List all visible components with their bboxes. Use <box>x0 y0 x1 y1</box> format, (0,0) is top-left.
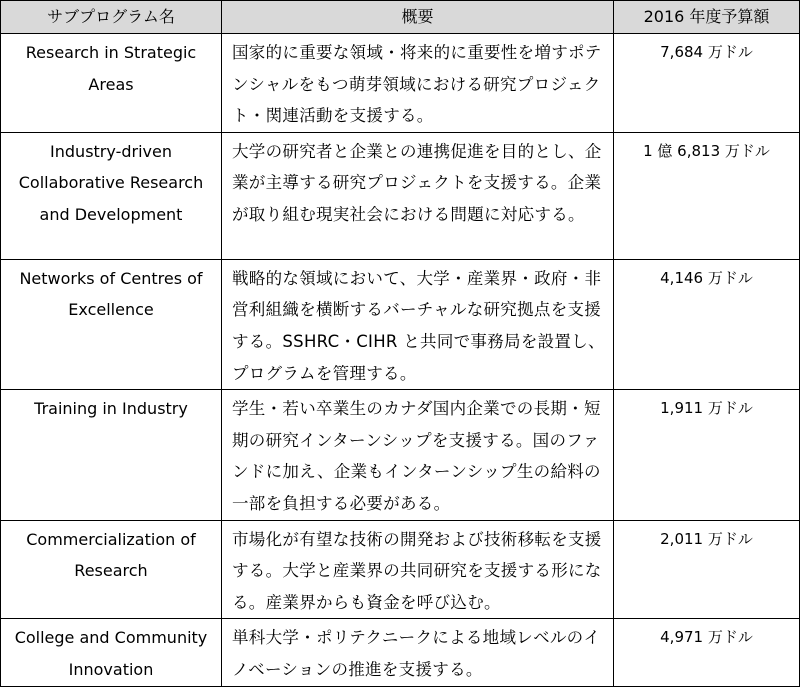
table-row <box>1 520 800 619</box>
subprogram-name-cell: Commercialization of Research <box>1 520 222 619</box>
budget-cell: 1,911 万ドル <box>614 390 800 520</box>
header-subprogram-name: サブプログラム名 <box>1 1 222 34</box>
summary-cell: 市場化が有望な技術の開発および技術移転を支援する。大学と産業界の共同研究を支援する形になる。産業界からも資金を呼び込む。 <box>222 520 614 619</box>
budget-cell: 4,971 万ドル <box>614 619 800 686</box>
subprogram-name-cell: Networks of Centres of Excellence <box>1 259 222 389</box>
summary-cell: 戦略的な領域において、大学・産業界・政府・非営利組織を横断するバーチャルな研究拠点を支援する。SSHRC・CIHR と共同で事務局を設置し、プログラムを管理する。 <box>222 259 614 389</box>
summary-cell: 学生・若い卒業生のカナダ国内企業での長期・短期の研究インターンシップを支援する。国のファンドに加え、企業もインターンシップ生の給料の一部を負担する必要がある。 <box>222 390 614 520</box>
header-row <box>1 1 800 34</box>
summary-cell: 単科大学・ポリテクニークによる地域レベルのイノベーションの推進を支援する。 <box>222 619 614 686</box>
subprogram-name-cell: College and Community Innovation <box>1 619 222 686</box>
table-body <box>1 34 800 687</box>
budget-cell: 4,146 万ドル <box>614 259 800 389</box>
table-row <box>1 390 800 520</box>
subprogram-name-cell: Training in Industry <box>1 390 222 520</box>
header-budget-2016: 2016 年度予算額 <box>614 1 800 34</box>
table-header <box>1 1 800 34</box>
table-row <box>1 259 800 389</box>
subprogram-name-cell: Industry-driven Collaborative Research and Development <box>1 132 222 259</box>
budget-cell: 1 億 6,813 万ドル <box>614 132 800 259</box>
summary-cell: 大学の研究者と企業との連携促進を目的とし、企業が主導する研究プロジェクトを支援する。企業が取り組む現実社会における問題に対応する。 <box>222 132 614 259</box>
subprogram-name-cell: Research in Strategic Areas <box>1 34 222 133</box>
budget-cell: 2,011 万ドル <box>614 520 800 619</box>
table-row <box>1 619 800 686</box>
table-row <box>1 34 800 133</box>
table-row <box>1 132 800 259</box>
summary-cell: 国家的に重要な領域・将来的に重要性を増すポテンシャルをもつ萌芽領域における研究プロジェクト・関連活動を支援する。 <box>222 34 614 133</box>
budget-cell: 7,684 万ドル <box>614 34 800 133</box>
header-summary: 概要 <box>222 1 614 34</box>
